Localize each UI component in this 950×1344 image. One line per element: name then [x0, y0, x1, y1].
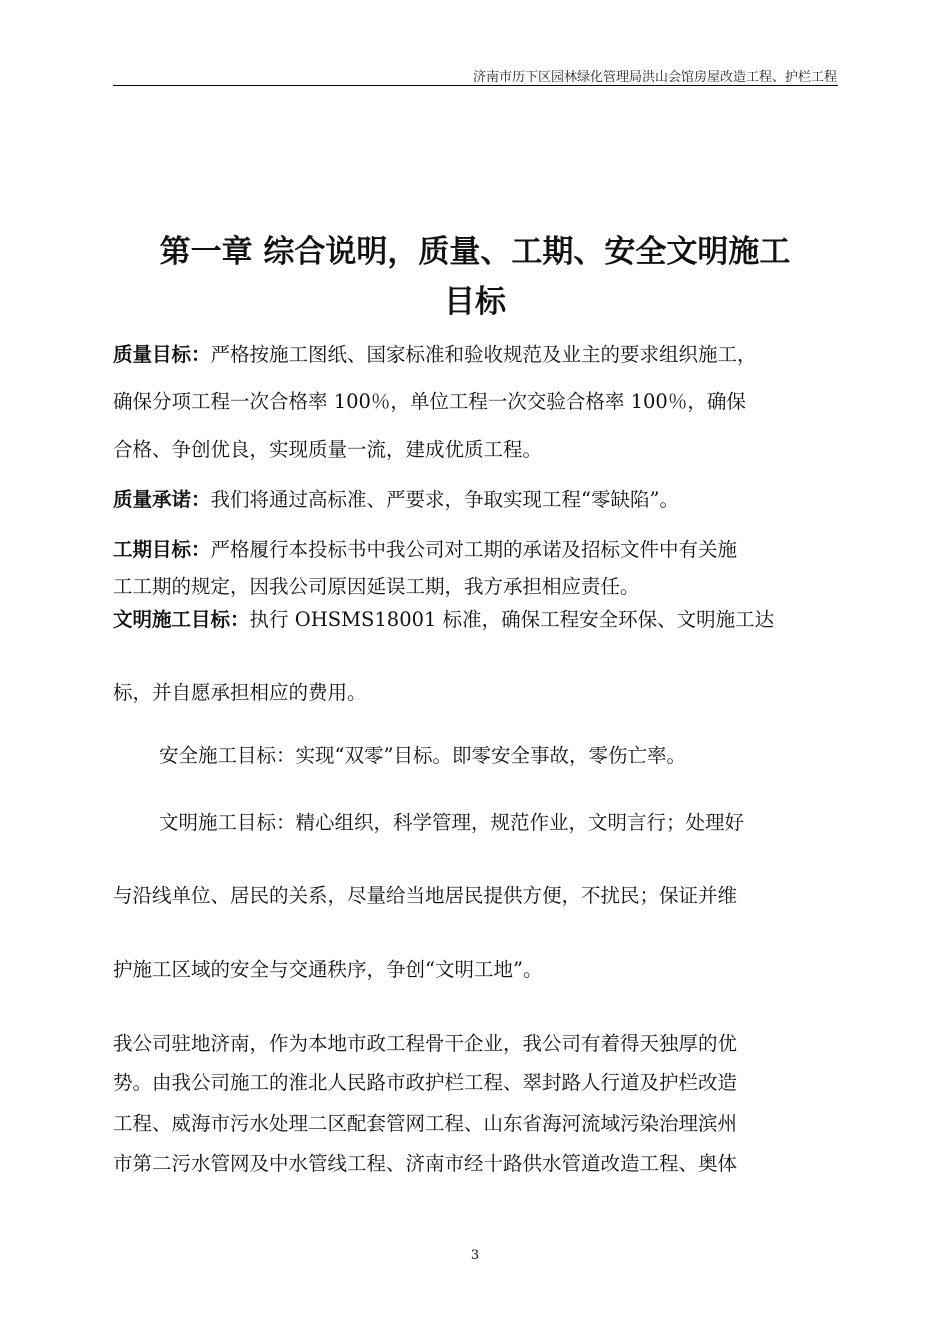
running-header: 济南市历下区园林绿化管理局洪山会馆房屋改造工程、护栏工程 — [472, 70, 837, 85]
chapter-title-line1: 第一章 综合说明，质量、工期、安全文明施工 — [159, 234, 791, 270]
header-divider — [113, 85, 838, 86]
company-line3: 工程、威海市污水处理二区配套管网工程、山东省海河流域污染治理滨州 — [113, 1112, 738, 1135]
quality-goal-line3: 合格、争创优良，实现质量一流，建成优质工程。 — [113, 438, 543, 461]
quality-promise-text: 我们将通过高标准、严要求，争取实现工程“零缺陷”。 — [210, 488, 679, 511]
quality-promise-label: 质量承诺： — [113, 488, 211, 511]
civilized-goal-text: 执行 OHSMS18001 标准，确保工程安全环保、文明施工达 — [249, 608, 775, 631]
quality-goal-label: 质量目标： — [113, 343, 211, 366]
quality-promise — [113, 487, 853, 513]
schedule-goal-label: 工期目标： — [113, 538, 211, 561]
schedule-goal-line2: 工工期的规定，因我公司原因延误工期，我方承担相应责任。 — [113, 575, 640, 598]
civilized-detail-line1: 文明施工目标：精心组织，科学管理，规范作业，文明言行；处理好 — [159, 811, 745, 834]
company-line1: 我公司驻地济南，作为本地市政工程骨干企业，我公司有着得天独厚的优 — [113, 1032, 738, 1055]
safety-goal: 安全施工目标：实现“双零”目标。即零安全事故，零伤亡率。 — [159, 744, 686, 767]
page-number: 3 — [470, 1248, 480, 1263]
civilized-detail-line2: 与沿线单位、居民的关系，尽量给当地居民提供方便，不扰民；保证并维 — [113, 884, 738, 907]
civilized-goal-line2: 标，并自愿承担相应的费用。 — [113, 681, 367, 704]
quality-goal-text: 严格按施工图纸、国家标准和验收规范及业主的要求组织施工， — [210, 343, 757, 366]
company-line4: 市第二污水管网及中水管线工程、济南市经十路供水管道改造工程、奥体 — [113, 1152, 738, 1175]
schedule-goal-text: 严格履行本投标书中我公司对工期的承诺及招标文件中有关施 — [210, 538, 738, 561]
civilized-detail-line3: 护施工区域的安全与交通秩序，争创“文明工地”。 — [113, 958, 543, 981]
quality-goal-line1 — [113, 342, 853, 368]
chapter-title-line2: 目标 — [444, 284, 506, 320]
company-line2: 势。由我公司施工的淮北人民路市政护栏工程、翠封路人行道及护栏改造 — [113, 1071, 738, 1094]
civilized-goal-line1 — [113, 607, 853, 633]
quality-goal-line2: 确保分项工程一次合格率 100％，单位工程一次交验合格率 100％，确保 — [113, 390, 746, 413]
civilized-goal-label: 文明施工目标： — [113, 608, 250, 631]
schedule-goal-line1 — [113, 537, 853, 563]
